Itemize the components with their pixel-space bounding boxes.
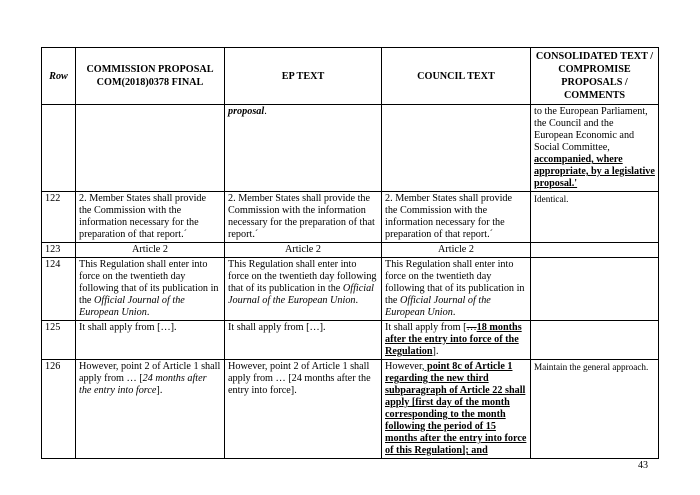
council-text: However, xyxy=(385,361,425,372)
header-council: COUNCIL TEXT xyxy=(382,48,531,105)
row-number: 125 xyxy=(42,321,76,360)
council-deleted-text: … xyxy=(466,322,477,333)
cell-commission xyxy=(76,360,225,459)
period: . xyxy=(355,295,359,306)
table-row-125 xyxy=(42,321,659,360)
cell-council xyxy=(382,360,531,459)
cell-ep xyxy=(225,258,382,321)
cell-ep xyxy=(225,105,382,192)
table-row-continued xyxy=(42,105,659,192)
cell-consolidated: Identical. xyxy=(531,192,659,243)
header-ep: EP TEXT xyxy=(225,48,382,105)
cell-council xyxy=(382,321,531,360)
cell-ep: However, point 2 of Article 1 shall apply from … [24 months after the entry into force]. xyxy=(225,360,382,459)
consolidated-text: to the European Parliament, the Council and the European Economic and Social Committee, xyxy=(534,106,648,153)
council-text: This Regulation shall enter into force on the twentieth day following that of its publication in the xyxy=(385,259,525,306)
row-number: 124 xyxy=(42,258,76,321)
cell-row xyxy=(42,105,76,192)
commission-journal: Official Journal of the European Union xyxy=(79,295,185,318)
ep-period: . xyxy=(264,106,267,117)
ep-proposal-text: proposal xyxy=(228,106,265,117)
table-row-124 xyxy=(42,258,659,321)
cell-consolidated xyxy=(531,105,659,192)
cell-commission xyxy=(76,258,225,321)
header-row xyxy=(42,48,659,105)
cell-commission: Article 2 xyxy=(76,243,225,258)
cell-commission: It shall apply from […]. xyxy=(76,321,225,360)
cell-ep: Article 2 xyxy=(225,243,382,258)
cell-consolidated xyxy=(531,321,659,360)
header-commission: COMMISSION PROPOSAL COM(2018)0378 FINAL xyxy=(76,48,225,105)
row-number: 126 xyxy=(42,360,76,459)
consolidated-bold-text: accompanied, where appropriate, by a legislative proposal.' xyxy=(534,154,655,189)
row-number: 123 xyxy=(42,243,76,258)
cell-consolidated xyxy=(531,243,659,258)
cell-council xyxy=(382,258,531,321)
comparison-table xyxy=(41,47,659,459)
council-text-end: ]. xyxy=(432,346,439,357)
ep-text: This Regulation shall enter into force on the twentieth day following that of its publication in the xyxy=(228,259,377,294)
row-number: 122 xyxy=(42,192,76,243)
cell-council: Article 2 xyxy=(382,243,531,258)
ep-journal: Official Journal of the European Union xyxy=(228,283,374,306)
council-journal: Official Journal of the European Union xyxy=(385,295,491,318)
header-consolidated: CONSOLIDATED TEXT / COMPROMISE PROPOSALS / COMMENTS xyxy=(531,48,659,105)
page-number: 43 xyxy=(638,460,648,471)
council-added-text: 18 months after the entry into force of the Regulation xyxy=(385,322,522,357)
table-row-122 xyxy=(42,192,659,243)
cell-commission: 2. Member States shall provide the Commission with the information necessary for the preparation of that report.´ xyxy=(76,192,225,243)
commission-text: This Regulation shall enter into force on the twentieth day following that of its publication in the xyxy=(79,259,219,306)
council-text: It shall apply from [ xyxy=(385,322,467,333)
cell-council: 2. Member States shall provide the Commission with the information necessary for the preparation of that report.´ xyxy=(382,192,531,243)
cell-council xyxy=(382,105,531,192)
cell-commission xyxy=(76,105,225,192)
commission-text-end: ]. xyxy=(156,385,163,396)
table-row-126 xyxy=(42,360,659,459)
commission-text: However, point 2 of Article 1 shall apply from … [ xyxy=(79,361,221,384)
cell-ep: 2. Member States shall provide the Commission with the information necessary for the preparation of that report.´ xyxy=(225,192,382,243)
cell-consolidated: Maintain the general approach. xyxy=(531,360,659,459)
cell-consolidated xyxy=(531,258,659,321)
period: . xyxy=(452,307,456,318)
header-row-label: Row xyxy=(42,48,76,105)
commission-italic-text: 24 months after the entry into force xyxy=(79,373,207,396)
cell-ep: It shall apply from […]. xyxy=(225,321,382,360)
council-added-text: point 8c of Article 1 regarding the new third subparagraph of Article 22 shall apply [first day of the month corresponding to the month following the period of 15 months after the entry into force of this Regulation]; and xyxy=(385,361,527,456)
period: . xyxy=(146,307,150,318)
table-row-123 xyxy=(42,243,659,258)
